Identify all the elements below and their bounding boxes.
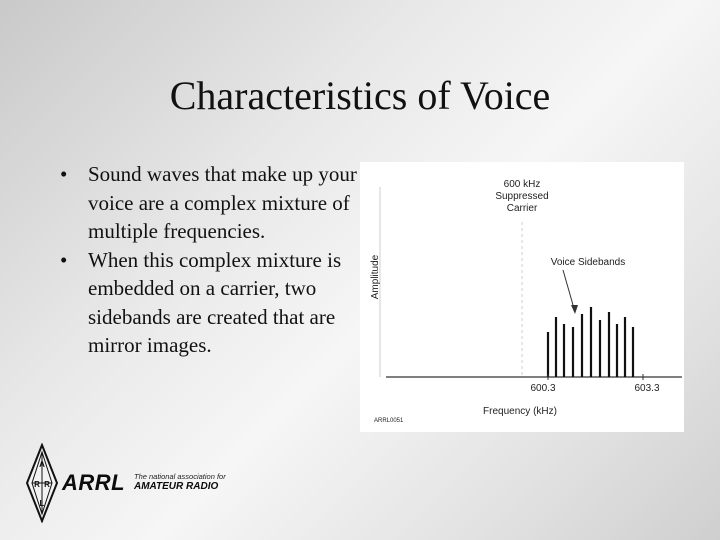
bullet-item: • Sound waves that make up your voice are a complex mixture of multiple frequencies. xyxy=(58,160,358,246)
arrow-head-icon xyxy=(571,305,578,314)
sideband-lines xyxy=(548,307,633,377)
carrier-label-line1: 600 kHz xyxy=(503,179,541,190)
figure-code: ARRL0051 xyxy=(374,418,404,424)
emblem-letter: R xyxy=(34,480,40,489)
tick-label-right: 603.3 xyxy=(634,383,660,394)
y-axis-label: Amplitude xyxy=(370,254,381,300)
logo-subtitle: AMATEUR RADIO xyxy=(134,481,219,492)
x-axis-label: Frequency (kHz) xyxy=(483,406,557,417)
sidebands-label: Voice Sidebands xyxy=(550,257,626,268)
logo-tagline: The national association for xyxy=(134,472,226,481)
sideband-diagram xyxy=(360,162,684,432)
slide-title: Characteristics of Voice xyxy=(169,73,551,118)
emblem-letter: A xyxy=(39,460,45,469)
carrier-label-line2: Suppressed xyxy=(495,191,549,202)
tick-label-left: 600.3 xyxy=(530,383,556,394)
arrl-diamond-emblem-icon xyxy=(27,445,57,521)
emblem-letter: L xyxy=(39,499,45,508)
carrier-label-line3: Carrier xyxy=(506,203,538,214)
bullet-item: • When this complex mixture is embedded on a carrier, two sidebands are created that are mirror images. xyxy=(58,246,358,360)
sideband-figure xyxy=(360,162,684,432)
logo-wordmark: ARRL xyxy=(62,470,126,495)
emblem-letter: R xyxy=(44,480,50,489)
bullet-list xyxy=(58,160,358,360)
